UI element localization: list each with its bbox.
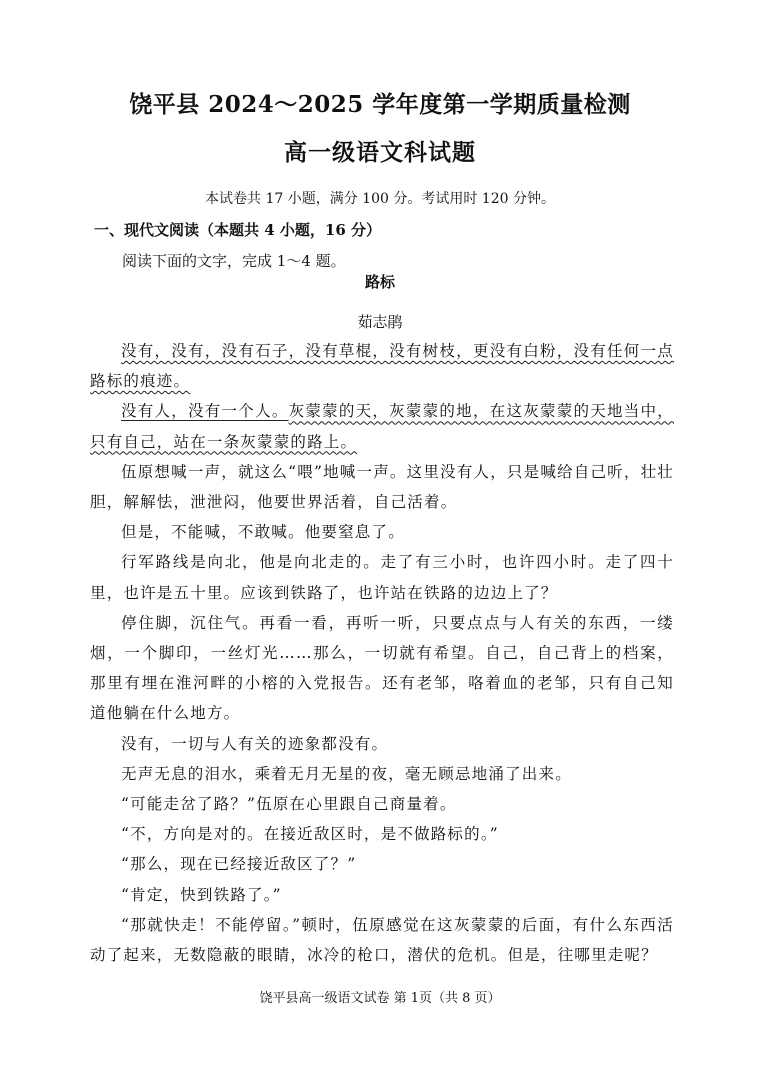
exam-title: 饶平县 2024～2025 学年度第一学期质量检测 [129, 91, 631, 118]
wavy-underlined-text: 没有，没有，没有石子，没有草棍，没有树枝，更没有白粉，没有任何一点路标的痕迹。 [90, 342, 674, 391]
essay-paragraph: “不，方向是对的。在接近敌区时，是不做路标的。” [121, 825, 499, 844]
page-footer: 饶平县高一级语文试卷 第 1页（共 8 页） [259, 991, 501, 1006]
essay-paragraph: 伍原想喊一声，就这么“喂”地喊一声。这里没有人，只是喊给自己听，壮壮胆，解解怯，泄泄闷，他要世界活着，自己活着。 [90, 462, 674, 512]
exam-info: 本试卷共 17 小题，满分 100 分。考试用时 120 分钟。 [205, 191, 555, 207]
essay-paragraph: 没有，一切与人有关的迹象都没有。 [121, 734, 389, 753]
essay-paragraph: 但是，不能喊，不敢喊。他要窒息了。 [121, 523, 405, 542]
essay-paragraph: 行军路线是向北，他是向北走的。走了有三小时，也许四小时。走了四十里，也许是五十里。应该到铁路了，也许站在铁路的边边上了？ [90, 553, 674, 602]
essay-paragraph: “那么，现在已经接近敌区了？” [121, 855, 357, 874]
wavy-underlined-text: 灰蒙蒙的天，灰蒙蒙的地，在这灰蒙蒙的天地当中，只有自己，站在一条灰蒙蒙的路上。 [90, 402, 674, 451]
essay-paragraph: 无声无息的泪水，乘着无月无星的夜，毫无顾忌地涌了出来。 [121, 764, 572, 783]
essay-title: 路标 [364, 273, 395, 291]
essay-paragraph: “可能走岔了路？”伍原在心里跟自己商量着。 [121, 795, 457, 814]
section-heading: 一、现代文阅读（本题共 4 小题，16 分） [94, 221, 381, 239]
essay-paragraph [90, 336, 674, 396]
reading-instruction: 阅读下面的文字，完成 1～4 题。 [122, 252, 346, 270]
essay-author: 茹志鹃 [357, 313, 403, 331]
essay-paragraph: “那就快走！不能停留。”顿时，伍原感觉在这灰蒙蒙的后面，有什么东西活动了起来，无数隐蔽的眼睛，冰冷的枪口，潜伏的危机。但是，往哪里走呢？ [90, 915, 674, 965]
essay-paragraph: 停住脚，沉住气。再看一看，再听一听，只要点点与人有关的东西，一缕烟，一个脚印，一丝灯光……那么，一切就有希望。自己，自己背上的档案，那里有埋在淮河畔的小榕的入党报告。还有老邹，咯着血的老邹，只有自己知道他躺在什么地方。 [90, 613, 674, 723]
essay-body [90, 336, 674, 970]
exam-subtitle: 高一级语文科试题 [284, 139, 476, 166]
essay-paragraph: “肯定，快到铁路了。” [121, 885, 282, 904]
underlined-text: 没有人，没有一个人。 [121, 402, 289, 421]
essay-paragraph [90, 396, 674, 456]
